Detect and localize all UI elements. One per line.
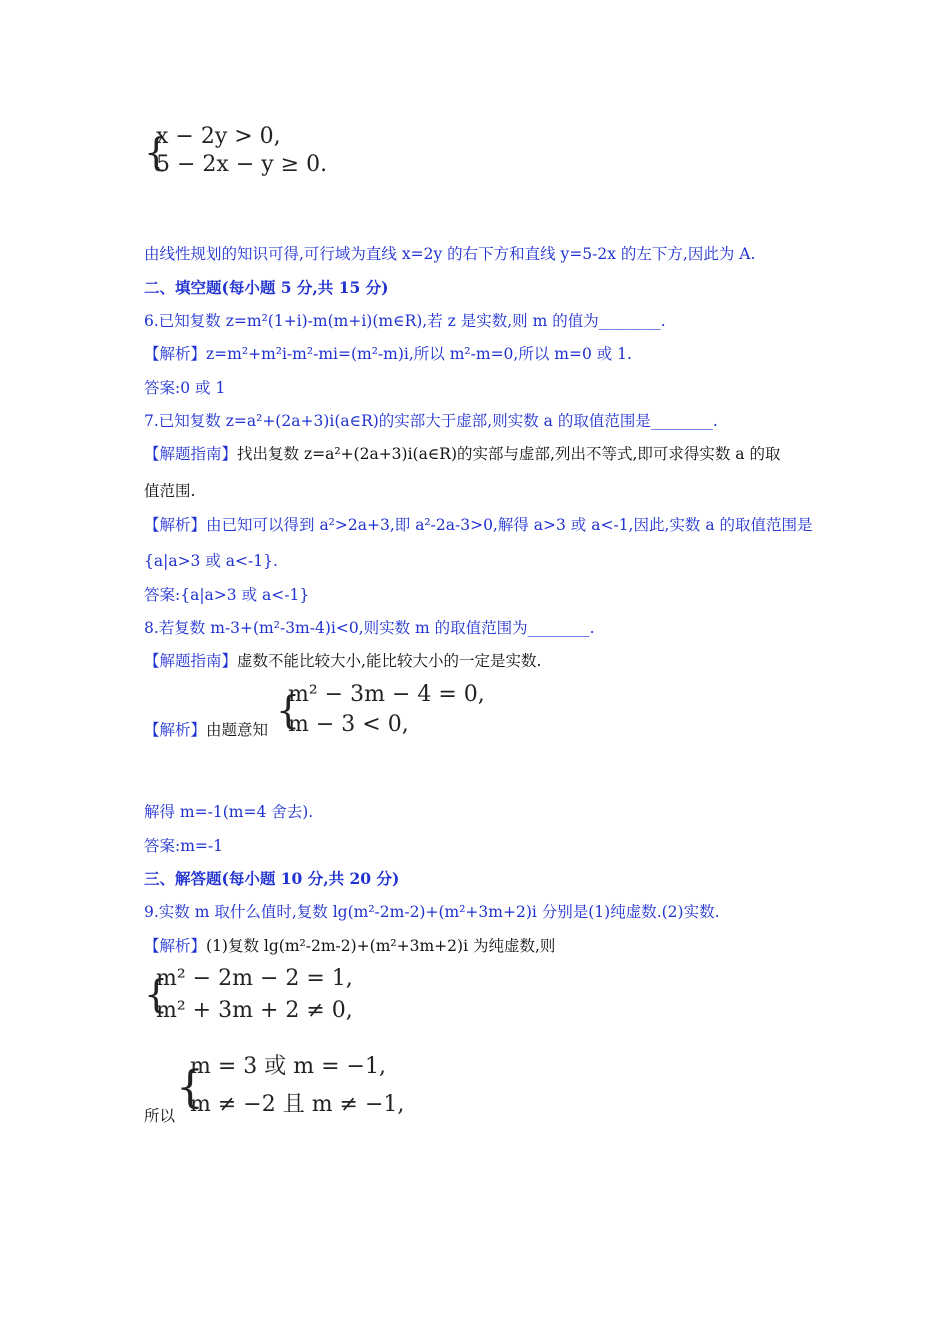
question-8: 8.若复数 m-3+(m²-3m-4)i<0,则实数 m 的取值范围为________. xyxy=(144,619,595,637)
linear-programming-explanation: 由线性规划的知识可得,可行域为直线 x=2y 的右下方和直线 y=5-2x 的左下方,因此为 A. xyxy=(144,245,756,263)
system-row: x − 2y > 0, xyxy=(156,124,281,149)
question-9: 9.实数 m 取什么值时,复数 lg(m²-2m-2)+(m²+3m+2)i 分别是(1)纯虚数.(2)实数. xyxy=(144,903,720,921)
equation-system-2 xyxy=(276,682,496,742)
guide-text: 找出复数 z=a²+(2a+3)i(a∈R)的实部与虚部,列出不等式,即可求得实数 a 的取 xyxy=(237,445,781,463)
question-6: 6.已知复数 z=m²(1+i)-m(m+i)(m∈R),若 z 是实数,则 m 的值为________. xyxy=(144,312,666,330)
inequality-system-1 xyxy=(144,124,344,184)
solution-text: (1)复数 lg(m²-2m-2)+(m²+3m+2)i 为纯虚数,则 xyxy=(206,937,556,955)
q7-guide xyxy=(144,444,780,464)
left-brace: { xyxy=(144,972,169,1016)
left-brace: { xyxy=(276,688,301,732)
left-brace: { xyxy=(144,130,169,174)
q8-guide xyxy=(144,651,541,671)
q6-answer: 答案:0 或 1 xyxy=(144,379,226,397)
system-row: 5 − 2x − y ≥ 0. xyxy=(156,152,328,177)
q7-solution-cont: {a|a>3 或 a<-1}. xyxy=(144,552,278,570)
solution-text: z=m²+m²i-m²-mi=(m²-m)i,所以 m²-m=0,所以 m=0 或 1. xyxy=(206,345,632,363)
q6-solution xyxy=(144,344,632,364)
system-row: m − 3 < 0, xyxy=(288,712,409,737)
q7-answer: 答案:{a|a>3 或 a<-1} xyxy=(144,586,310,604)
equation-system-4 xyxy=(176,1054,436,1124)
system-row: m ≠ −2 且 m ≠ −1, xyxy=(190,1092,405,1117)
so-label: 所以 xyxy=(144,1107,176,1125)
system-row: m² − 2m − 2 = 1, xyxy=(156,966,353,991)
q9-solution xyxy=(144,936,555,956)
solution-tag: 【解析】 xyxy=(144,345,207,363)
question-7: 7.已知复数 z=a²+(2a+3)i(a∈R)的实部大于虚部,则实数 a 的取值范围是________. xyxy=(144,412,718,430)
system-row: m = 3 或 m = −1, xyxy=(190,1054,386,1079)
left-brace: { xyxy=(176,1062,204,1113)
section-title-solve: 三、解答题(每小题 10 分,共 20 分) xyxy=(144,869,400,888)
q7-guide-cont: 值范围. xyxy=(144,482,196,500)
solution-text: 由题意知 xyxy=(206,721,269,739)
guide-tag: 【解题指南】 xyxy=(144,445,238,463)
system-row: m² − 3m − 4 = 0, xyxy=(288,682,485,707)
q8-answer: 答案:m=-1 xyxy=(144,837,224,855)
q8-solution xyxy=(144,720,268,740)
section-title-fill-in: 二、填空题(每小题 5 分,共 15 分) xyxy=(144,278,389,297)
q8-solve: 解得 m=-1(m=4 舍去). xyxy=(144,803,314,821)
solution-tag: 【解析】 xyxy=(144,516,207,534)
system-row: m² + 3m + 2 ≠ 0, xyxy=(156,998,353,1023)
guide-tag: 【解题指南】 xyxy=(144,652,238,670)
solution-text: 由已知可以得到 a²>2a+3,即 a²-2a-3>0,解得 a>3 或 a<-1,因此,实数 a 的取值范围是 xyxy=(206,516,813,534)
solution-tag: 【解析】 xyxy=(144,721,207,739)
q7-solution xyxy=(144,515,813,535)
solution-tag: 【解析】 xyxy=(144,937,207,955)
guide-text: 虚数不能比较大小,能比较大小的一定是实数. xyxy=(237,652,542,670)
equation-system-3 xyxy=(144,966,384,1026)
